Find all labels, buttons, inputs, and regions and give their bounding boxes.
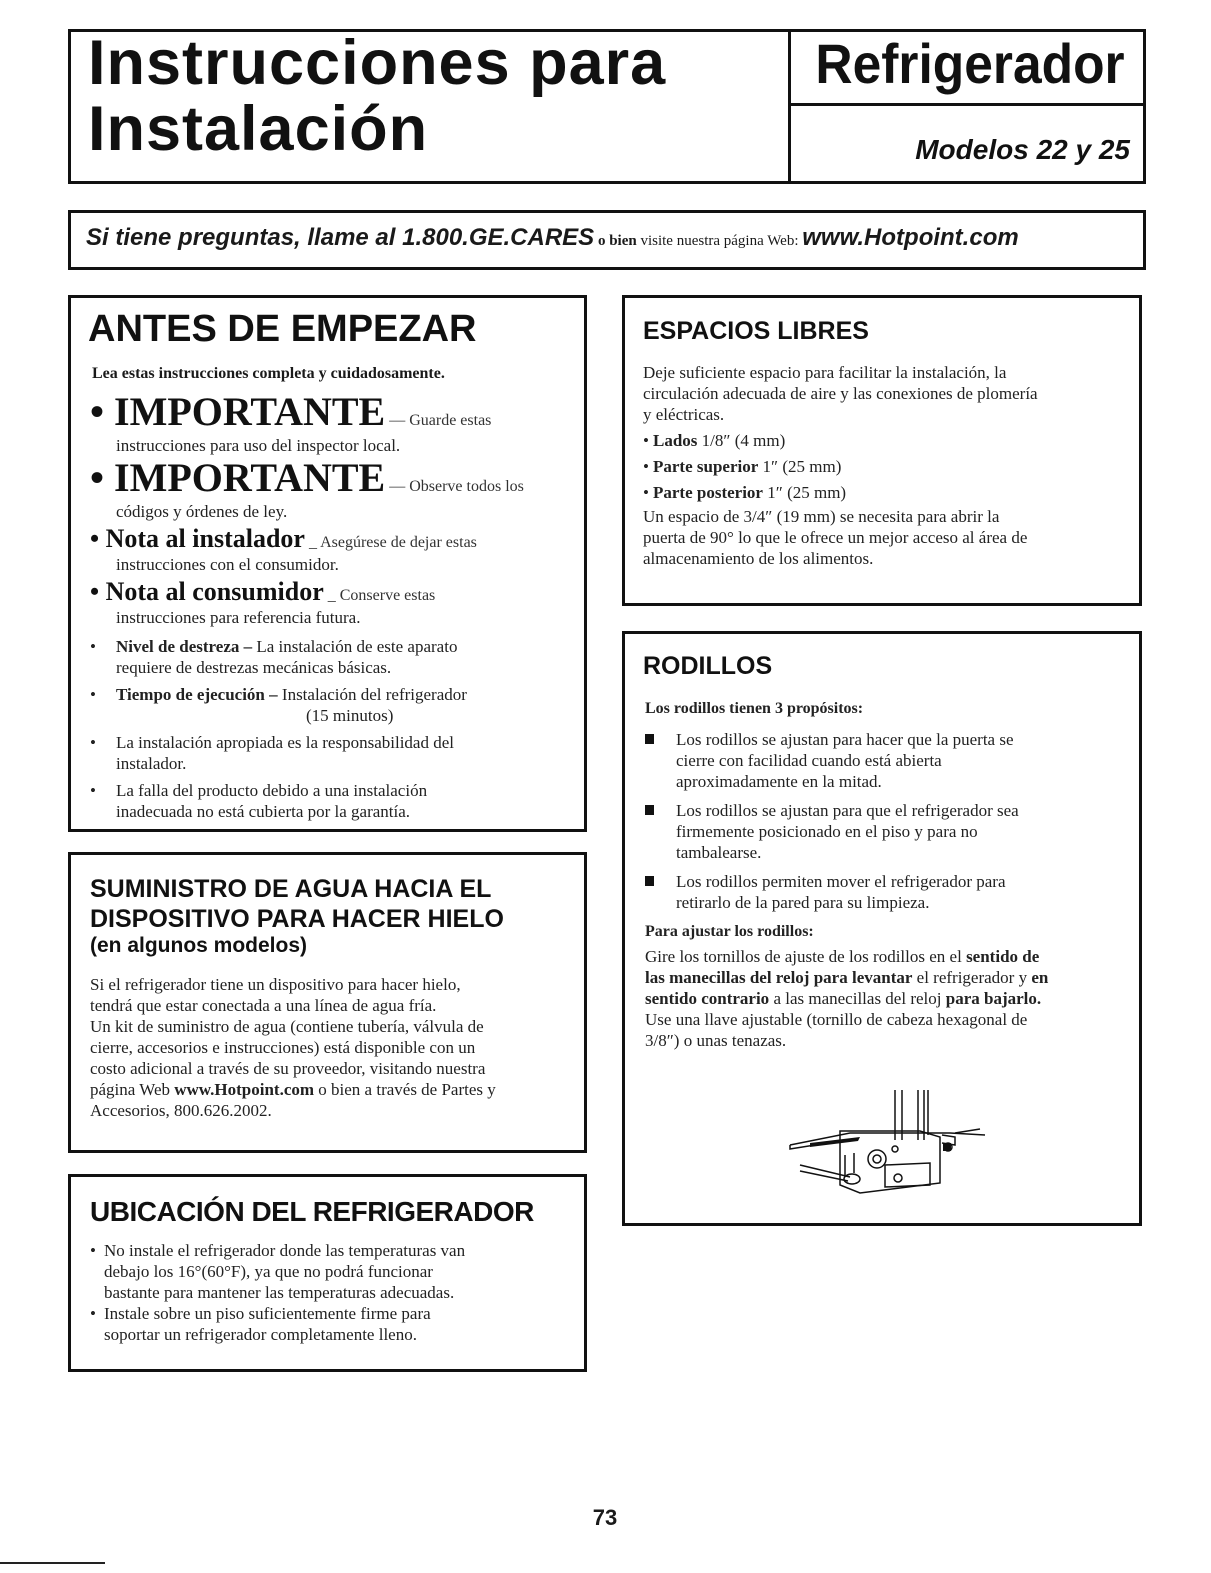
suministro-line <box>90 1079 580 1100</box>
rodillos-title: RODILLOS <box>643 652 773 680</box>
rodillos-line: Los rodillos permiten mover el refrigerador para <box>676 872 1006 891</box>
models-label: Modelos 22 y 25 <box>915 134 1130 165</box>
imp1-text: Guarde estas <box>409 412 492 429</box>
imp2-text-cont: códigos y órdenes de ley. <box>116 502 288 521</box>
espacios-line: y eléctricas. <box>643 405 725 424</box>
suministro-line: cierre, accesorios e instrucciones) está disponible con un <box>90 1038 476 1057</box>
ubicacion-title: UBICACIÓN DEL REFRIGERADOR <box>90 1196 534 1227</box>
nota1-text-cont: instrucciones con el consumidor. <box>116 555 339 574</box>
suministro-title-line-1: SUMINISTRO DE AGUA HACIA EL <box>90 875 492 903</box>
list-item <box>643 430 1133 451</box>
title-rule <box>791 103 1146 106</box>
posterior-label: Parte posterior <box>653 483 763 502</box>
antes-list <box>90 389 580 822</box>
falla-text: La falla del producto debido a una instalación <box>116 781 428 800</box>
suministro-body <box>90 974 580 1121</box>
tiempo-duration: (15 minutos) <box>306 706 394 725</box>
contact-url-link[interactable]: www.Hotpoint.com <box>802 224 1019 251</box>
rodillos-line: Los rodillos se ajustan para hacer que la puerta se <box>676 730 1014 749</box>
list-item <box>90 684 580 726</box>
title-divider <box>788 29 791 184</box>
nivel-text-cont: requiere de destrezas mecánicas básicas. <box>116 658 392 677</box>
list-item <box>645 800 1135 863</box>
ajustar-text: a las manecillas del reloj <box>773 989 942 1008</box>
hotpoint-url-link[interactable]: www.Hotpoint.com <box>174 1080 315 1099</box>
suministro-line: Si el refrigerador tiene un dispositivo para hacer hielo, <box>90 975 461 994</box>
ajustar-bold: sentido de <box>966 947 1040 966</box>
list-item <box>90 780 580 822</box>
importante-label: IMPORTANTE <box>114 389 386 434</box>
ajustar-bold: para bajarlo. <box>945 989 1042 1008</box>
nota-consumidor-label: Nota al consumidor <box>105 577 324 606</box>
superior-label: Parte superior <box>653 457 759 476</box>
list-item <box>645 729 1135 792</box>
square-bullet-icon <box>645 805 654 815</box>
suministro-line: tendrá que estar conectada a una línea de agua fría. <box>90 996 437 1015</box>
square-bullet-icon <box>645 734 654 744</box>
list-item: • IMPORTANTE — Guarde estas <box>90 389 492 434</box>
suministro-subtitle: (en algunos modelos) <box>90 934 308 957</box>
resp-text: La instalación apropiada es la responsabilidad del <box>116 733 454 752</box>
espacios-line: Un espacio de 3/4″ (19 mm) se necesita para abrir la <box>643 507 1000 526</box>
rodillos-line: Los rodillos se ajustan para que el refrigerador sea <box>676 801 1019 820</box>
suministro-line: Un kit de suministro de agua (contiene tubería, válvula de <box>90 1017 484 1036</box>
ajustar-line: 3/8″) o unas tenazas. <box>645 1031 787 1050</box>
product-name: Refrigerador <box>815 32 1125 95</box>
page-number: 73 <box>592 1505 618 1530</box>
antes-subtitle: Lea estas instrucciones completa y cuidadosamente. <box>92 365 445 382</box>
lados-label: Lados <box>653 431 698 450</box>
espacios-title: ESPACIOS LIBRES <box>643 317 869 345</box>
roller-adjustment-illustration <box>780 1085 1010 1205</box>
rodillos-line: firmemente posicionado en el piso y para no <box>676 822 978 841</box>
posterior-value: 1″ (25 mm) <box>767 483 847 502</box>
list-item: • Nota al instalador _ Asegúrese de dejar estas <box>90 524 477 553</box>
ubicacion-line: debajo los 16°(60°F), ya que no podrá funcionar <box>104 1262 433 1281</box>
ubicacion-line: soportar un refrigerador completamente lleno. <box>104 1325 417 1344</box>
importante-label: IMPORTANTE <box>114 455 386 500</box>
ajustar-line <box>645 946 1135 967</box>
contact-line <box>86 224 1136 252</box>
nivel-text: La instalación de este aparato <box>256 637 458 656</box>
list-item <box>90 1303 580 1345</box>
suministro-partes-text: o bien a través de Partes y <box>318 1080 496 1099</box>
ajustar-bold: las manecillas del reloj para levantar <box>645 968 913 987</box>
list-item <box>90 636 580 678</box>
suministro-line: Accesorios, 800.626.2002. <box>90 1101 272 1120</box>
list-item <box>645 871 1135 913</box>
espacios-line: puerta de 90° lo que le ofrece un mejor acceso al área de <box>643 528 1028 547</box>
nota2-text-cont: instrucciones para referencia futura. <box>116 608 361 627</box>
espacios-body <box>643 362 1133 569</box>
suministro-web-text: página Web <box>90 1080 170 1099</box>
suministro-line: costo adicional a través de su proveedor, visitando nuestra <box>90 1059 486 1078</box>
ajustar-line <box>645 967 1135 988</box>
ubicacion-line: • No instale el refrigerador donde las temperaturas van <box>104 1241 466 1260</box>
list-item: • IMPORTANTE — Observe todos los <box>90 455 524 500</box>
title-line-1: Instrucciones para <box>88 28 667 98</box>
espacios-line: Deje suficiente espacio para facilitar la instalación, la <box>643 363 1007 382</box>
list-item <box>643 482 1133 503</box>
tiempo-label: Tiempo de ejecución – <box>116 685 278 704</box>
falla-text-cont: inadecuada no está cubierta por la garantía. <box>116 802 411 821</box>
ajustar-title: Para ajustar los rodillos: <box>645 923 814 940</box>
rodillos-line: cierre con facilidad cuando está abierta <box>676 751 942 770</box>
imp1-text-cont: instrucciones para uso del inspector local. <box>116 436 401 455</box>
title-line-2: Instalación <box>88 94 429 164</box>
ajustar-text: Gire los tornillos de ajuste de los rodillos en el <box>645 947 962 966</box>
contact-visit-text: visite nuestra página Web: <box>640 233 799 249</box>
list-item <box>90 732 580 774</box>
suministro-title <box>90 874 580 934</box>
rodillos-body <box>645 698 1135 1051</box>
ubicacion-line: bastante para mantener las temperaturas adecuadas. <box>104 1283 455 1302</box>
nota1-text: Asegúrese de dejar estas <box>320 534 477 551</box>
footer-rule <box>0 1562 105 1564</box>
nivel-label: Nivel de destreza – <box>116 637 253 656</box>
ajustar-bold: sentido contrario <box>645 989 770 1008</box>
list-item: • Nota al consumidor _ Conserve estas <box>90 577 436 606</box>
ajustar-bold: en <box>1031 968 1049 987</box>
list-item <box>90 1240 580 1303</box>
espacios-line: almacenamiento de los alimentos. <box>643 549 874 568</box>
tiempo-text: Instalación del refrigerador <box>281 685 467 704</box>
ubicacion-list <box>90 1240 580 1345</box>
espacios-line: circulación adecuada de aire y las conexiones de plomería <box>643 384 1038 403</box>
suministro-title-line-2: DISPOSITIVO PARA HACER HIELO <box>90 905 504 933</box>
page-title <box>88 30 778 162</box>
resp-text-cont: instalador. <box>116 754 187 773</box>
contact-or: o bien <box>597 233 637 249</box>
ajustar-line: Use una llave ajustable (tornillo de cabeza hexagonal de <box>645 1010 1028 1029</box>
superior-value: 1″ (25 mm) <box>762 457 842 476</box>
ajustar-line <box>645 988 1135 1009</box>
nota2-text: Conserve estas <box>339 587 436 604</box>
lados-value: 1/8″ (4 mm) <box>701 431 786 450</box>
square-bullet-icon <box>645 876 654 886</box>
rodillos-line: aproximadamente en la mitad. <box>676 772 882 791</box>
contact-phone: Si tiene preguntas, llame al 1.800.GE.CARES <box>86 224 595 251</box>
ajustar-text: el refrigerador y <box>916 968 1028 987</box>
rodillos-line: tambalearse. <box>676 843 762 862</box>
ubicacion-line: • Instale sobre un piso suficientemente firme para <box>104 1304 431 1323</box>
imp2-text: Observe todos los <box>409 478 524 495</box>
rodillos-line: retirarlo de la pared para su limpieza. <box>676 893 930 912</box>
antes-title: ANTES DE EMPEZAR <box>88 308 477 350</box>
list-item <box>643 456 1133 477</box>
nota-instalador-label: Nota al instalador <box>105 524 305 553</box>
rodillos-subtitle: Los rodillos tienen 3 propósitos: <box>645 700 864 717</box>
